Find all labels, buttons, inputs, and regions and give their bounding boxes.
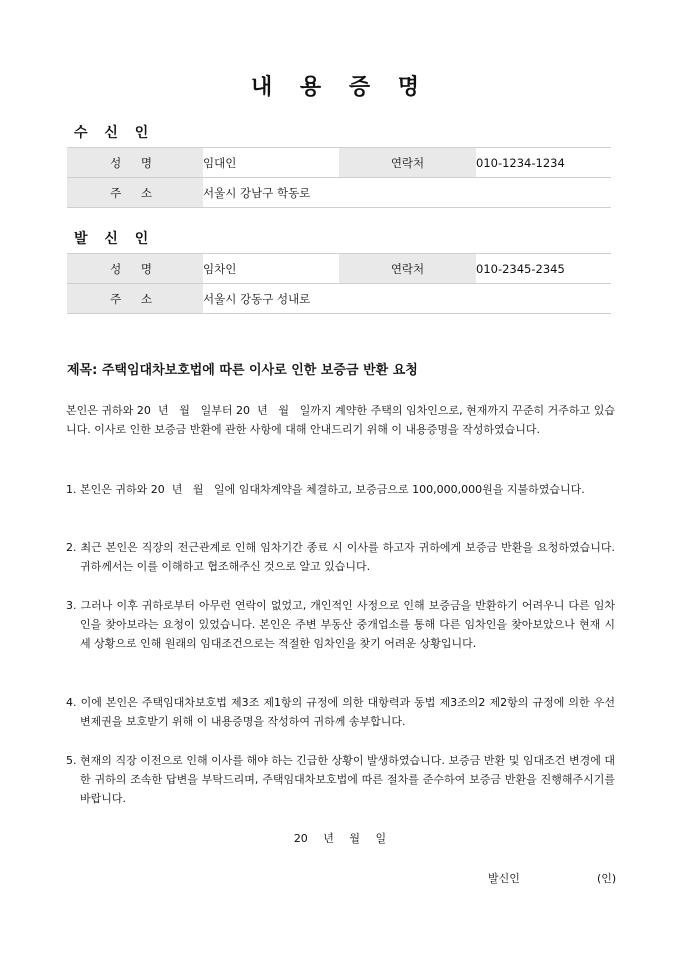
sender-contact: 010-2345-2345	[476, 254, 611, 284]
sender-name: 임차인	[203, 254, 339, 284]
seal-mark: (인)	[597, 872, 617, 885]
list-item-2: 2. 최근 본인은 직장의 전근관계로 인해 임차기간 종료 시 이사를 하고자 귀하에게 보증금 반환을 요청하였습니다. 귀하께서는 이를 이해하고 협조해주신 것으로 알고 있습니다.	[66, 541, 615, 573]
sender-address-label: 주 소	[67, 284, 203, 314]
sender-row-name	[67, 254, 611, 284]
recipient-contact-label: 연락처	[339, 148, 476, 178]
list-item-4: 4. 이에 본인은 주택임대차보호법 제3조 제1항의 규정에 의한 대항력과 동법 제3조의2 제2항의 규정에 의한 우선 변제권을 보호받기 위해 이 내용증명을 작성하여 귀하께 송부합니다.	[66, 696, 615, 728]
sender-table	[67, 253, 611, 314]
sender-heading: 발 신 인	[74, 231, 155, 247]
recipient-table	[67, 147, 611, 208]
sender-address: 서울시 강동구 성내로	[203, 284, 611, 314]
recipient-contact: 010-1234-1234	[476, 148, 611, 178]
sender-contact-label: 연락처	[339, 254, 476, 284]
intro-paragraph: 본인은 귀하와 20 년 월 일부터 20 년 월 일까지 계약한 주택의 임차인으로, 현재까지 꾸준히 거주하고 있습니다. 이사로 인한 보증금 반환에 관한 사항에 대해 안내드리기 위해 이 내용증명을 작성하였습니다.	[66, 404, 615, 436]
list-item-5: 5. 현재의 직장 이전으로 인해 이사를 해야 하는 긴급한 상황이 발생하였습니다. 보증금 반환 및 임대조건 변경에 대한 귀하의 조속한 답변을 부탁드리며, 주택임대차보호법에 따른 절차를 준수하여 보증금 반환을 진행해주시기를 바랍니다.	[66, 754, 615, 805]
recipient-row-address	[67, 178, 611, 208]
signature-label: 발신인	[488, 872, 520, 885]
recipient-address-label: 주 소	[67, 178, 203, 208]
recipient-heading: 수 신 인	[74, 125, 155, 141]
sender-name-label: 성 명	[67, 254, 203, 284]
list-item-3: 3. 그러나 이후 귀하로부터 아무런 연락이 없었고, 개인적인 사정으로 인해 보증금을 반환하기 어려우니 다른 임차인을 찾아보라는 요청이 있었습니다. 본인은 주변 부동산 중개업소를 통해 다른 임차인을 찾아보았으나 현재 시세 상황으로 인해 원래의 임대조건으로는 적절한 임차인을 찾기 어려운 상황입니다.	[66, 599, 615, 650]
document-title: 내 용 증 명	[251, 75, 429, 100]
subject-line: 제목: 주택임대차보호법에 따른 이사로 인한 보증금 반환 요청	[67, 363, 418, 378]
date-line: 20 년 월 일	[293, 832, 387, 845]
sender-row-address	[67, 284, 611, 314]
recipient-address: 서울시 강남구 학동로	[203, 178, 611, 208]
recipient-name: 임대인	[203, 148, 339, 178]
recipient-row-name	[67, 148, 611, 178]
recipient-name-label: 성 명	[67, 148, 203, 178]
list-item-1: 1. 본인은 귀하와 20 년 월 일에 임대차계약을 체결하고, 보증금으로 100,000,000원을 지불하였습니다.	[66, 483, 585, 496]
